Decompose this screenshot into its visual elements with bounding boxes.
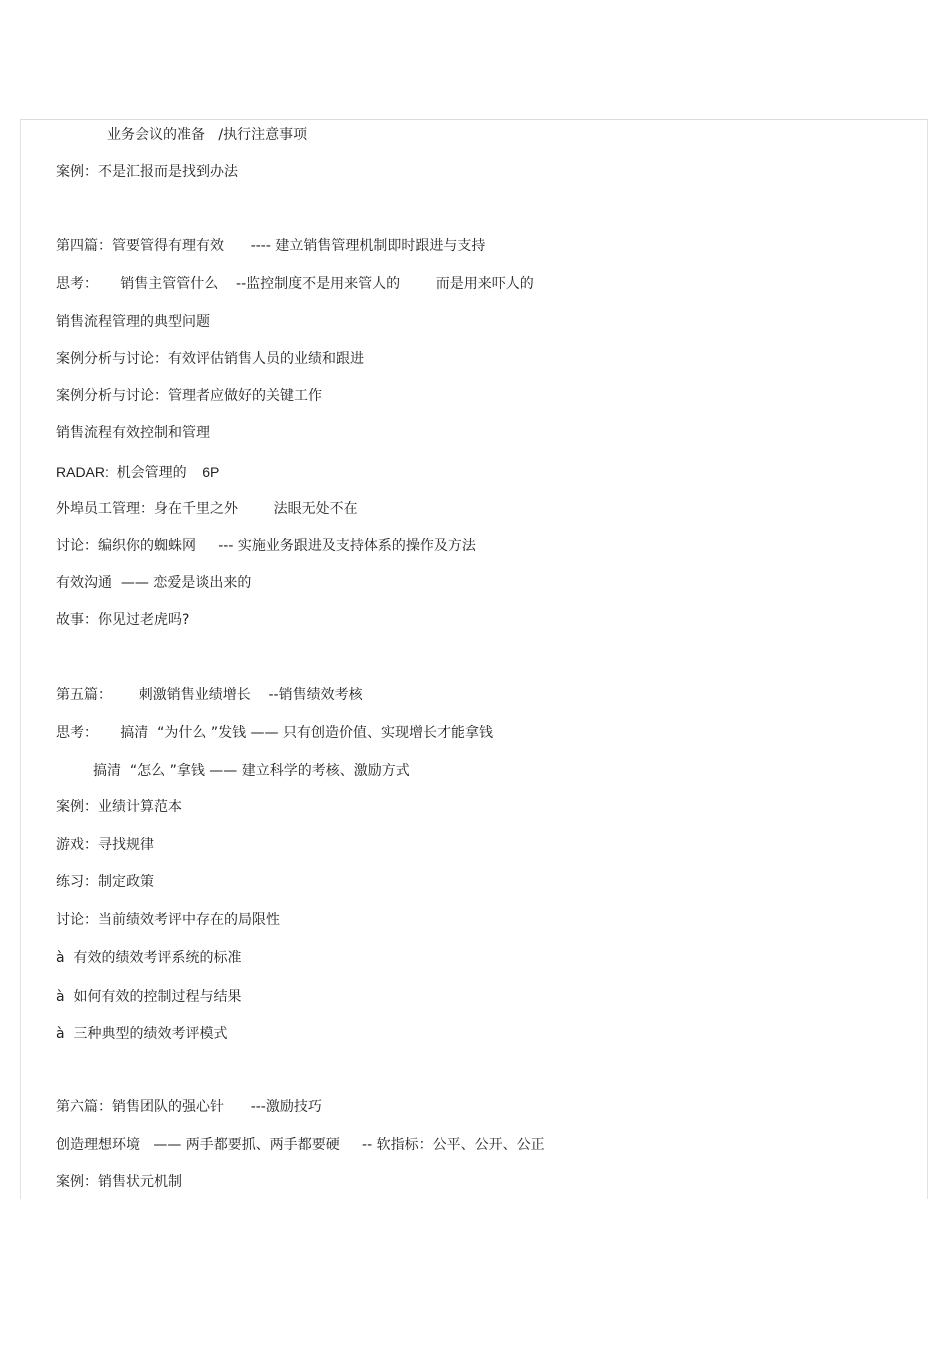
text-line: 案例分析与讨论：管理者应做好的关键工作 xyxy=(56,388,322,404)
bullet-item: à 有效的绩效考评系统的标准 xyxy=(56,950,242,966)
text-line: 游戏：寻找规律 xyxy=(56,837,154,853)
text-line: 销售流程管理的典型问题 xyxy=(56,314,210,330)
section-heading: 第五篇： 刺激销售业绩增长 --销售绩效考核 xyxy=(56,687,363,703)
text-line: 有效沟通 —— 恋爱是谈出来的 xyxy=(56,575,252,591)
text-line: 故事：你见过老虎吗? xyxy=(56,612,190,628)
text-line: 案例：业绩计算范本 xyxy=(56,799,182,815)
text-line: 销售流程有效控制和管理 xyxy=(56,425,210,441)
text-line: 思考： 搞清 “为什么 ”发钱 —— 只有创造价值、实现增长才能拿钱 xyxy=(56,725,494,741)
text-line: 创造理想环境 —— 两手都要抓、两手都要硬 -- 软指标：公平、公开、公正 xyxy=(56,1137,545,1153)
text-line: 案例：销售状元机制 xyxy=(56,1174,182,1190)
section-heading: 第六篇：销售团队的强心针 ---激励技巧 xyxy=(56,1099,322,1115)
text-line: RADAR: 机会管理的 6P xyxy=(56,464,220,480)
text-line: 练习：制定政策 xyxy=(56,874,154,890)
text-line: 搞清 “怎么 ”拿钱 —— 建立科学的考核、激励方式 xyxy=(93,763,410,779)
text-line: 讨论：当前绩效考评中存在的局限性 xyxy=(56,912,280,928)
text-line: 案例：不是汇报而是找到办法 xyxy=(56,164,238,180)
text-line: 业务会议的准备 /执行注意事项 xyxy=(107,127,308,143)
text-line: 讨论：编织你的蜘蛛网 --- 实施业务跟进及支持体系的操作及方法 xyxy=(56,538,476,554)
text-line: 案例分析与讨论：有效评估销售人员的业绩和跟进 xyxy=(56,351,364,367)
bullet-item: à 如何有效的控制过程与结果 xyxy=(56,989,242,1005)
section-heading: 第四篇：管要管得有理有效 ---- 建立销售管理机制即时跟进与支持 xyxy=(56,238,486,254)
text-line: 思考： 销售主管管什么 --监控制度不是用来管人的 而是用来吓人的 xyxy=(56,276,534,292)
text-line: 外埠员工管理：身在千里之外 法眼无处不在 xyxy=(56,501,358,517)
bullet-item: à 三种典型的绩效考评模式 xyxy=(56,1026,228,1042)
